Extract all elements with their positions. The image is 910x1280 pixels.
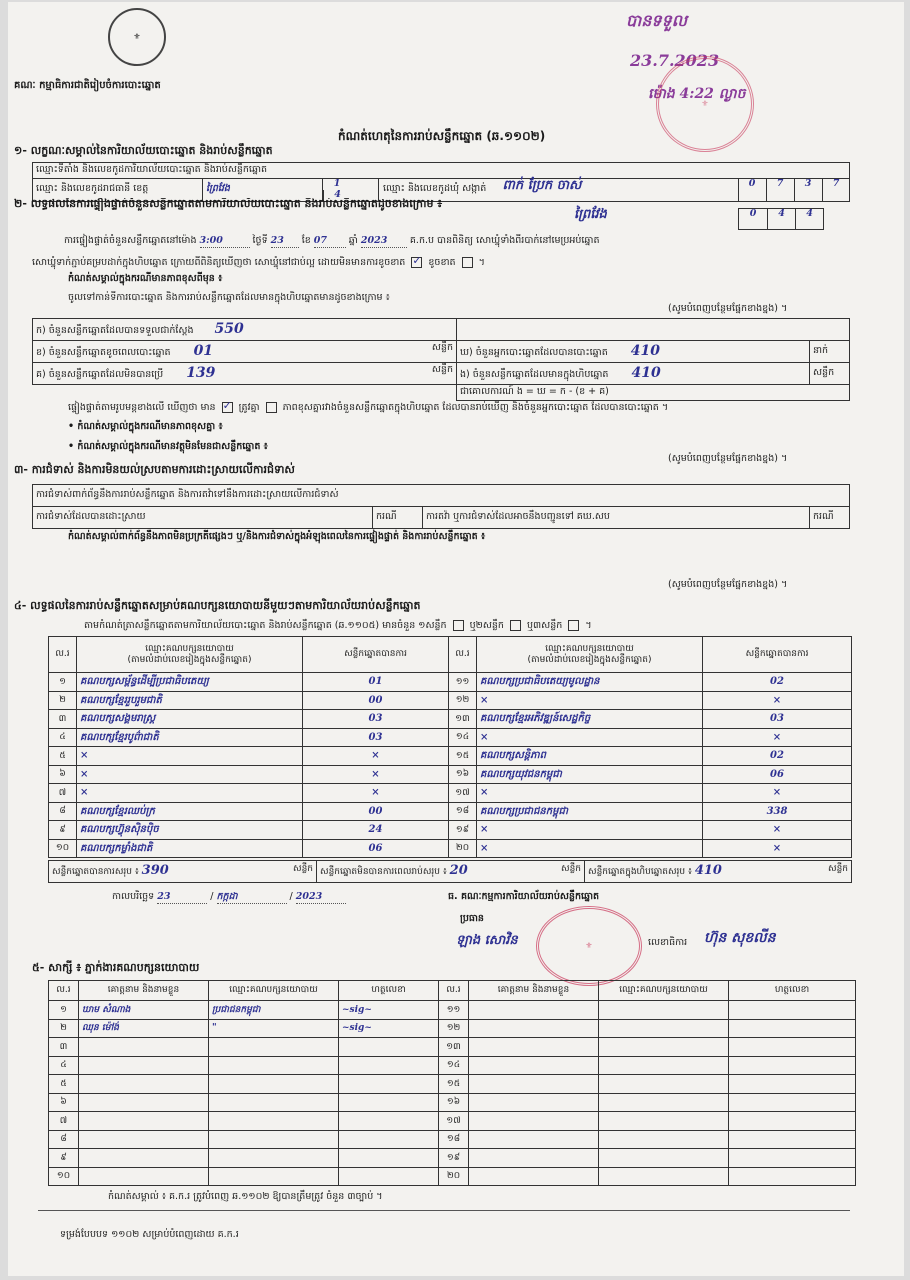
verify-year: 2023 xyxy=(361,236,407,248)
witness-no: ៧ xyxy=(49,1112,79,1131)
witness-signature xyxy=(729,1112,856,1131)
witness-no: ១៣ xyxy=(439,1038,469,1057)
party-votes: 03 xyxy=(703,710,852,729)
witness-signature xyxy=(729,1056,856,1075)
witness-party xyxy=(209,1112,339,1131)
form-title: កំណត់ហេតុនៃការរាប់សន្លឹកឆ្នោត (ឆ.១១០២) xyxy=(338,129,546,143)
witness-party xyxy=(599,1130,729,1149)
verify-month: 07 xyxy=(314,236,346,248)
party-no: ៣ xyxy=(49,710,77,729)
witness-row xyxy=(49,1019,856,1038)
witness-signature xyxy=(339,1167,439,1186)
witness-name xyxy=(79,1167,209,1186)
witness-party xyxy=(209,1130,339,1149)
fill-note-3: (សូមបំពេញបន្ថែមផ្នែកខាងខ្នង) ។ xyxy=(668,579,788,590)
party-no: ១៣ xyxy=(449,710,477,729)
witness-no: ៤ xyxy=(49,1056,79,1075)
witness-party xyxy=(599,1019,729,1038)
witness-party xyxy=(209,1167,339,1186)
witness-row xyxy=(49,1130,856,1149)
party-name: គណបក្សប្រជាធិបតេយ្យមូលដ្ឋាន xyxy=(477,673,703,692)
verify-time: 3:00 xyxy=(200,236,250,248)
total-invalid-cell: សន្លឹកឆ្នោតមិនបានការពេលរាប់សរុប ៖ 20 សន្លឹក xyxy=(317,861,585,883)
count-table: ក) ចំនួនសន្លឹកឆ្នោតដែលបានទទួលជាក់ស្តែង 550 ខ) ចំនួនសន្លឹកឆ្នោតខូចពេលបោះឆ្នោត 01 សន្លឹក ឃ) ចំនួនអ្នកបោះឆ្នោតដែលបានបោះឆ្នោត 410 នាក់ គ) ចំនួនសន្លឹកឆ្នោតដែលមិនបានប្រើ 139 សន្លឹក ង) ចំនួនសន្លឹកឆ្នោតដែលមានក្នុងហិបឆ្នោត 410 សន្លឹក ជាគោលការណ៍ ង = ឃ = ក - (ខ + គ) xyxy=(32,318,850,401)
witness-party xyxy=(599,1038,729,1057)
witness-no: ៣ xyxy=(49,1038,79,1057)
witness-no: ២០ xyxy=(439,1167,469,1186)
mismatch-checkbox[interactable] xyxy=(266,402,277,413)
party-votes: 06 xyxy=(303,839,449,858)
witness-name xyxy=(79,1038,209,1057)
witness-no: ១៩ xyxy=(439,1149,469,1168)
witness-signature xyxy=(729,1075,856,1094)
party-name: គណបក្សខ្មែរឈប់ក្រ xyxy=(77,802,303,821)
unused-count: 139 xyxy=(186,365,216,382)
witness-party xyxy=(599,1056,729,1075)
party-no: ១៩ xyxy=(449,821,477,840)
count-intro: ចូលទៅកាន់ទីការបោះឆ្នោត និងការរាប់សន្លឹកឆ្នោតដែលមានក្នុងហិបឆ្នោតមានដូចខាងក្រោម ៖ xyxy=(68,292,390,303)
witness-signature xyxy=(339,1038,439,1057)
commune-label: ឈ្មោះ និងលេខកូដឃុំ សង្កាត់ xyxy=(383,183,487,195)
witness-name xyxy=(469,1093,599,1112)
party-name: × xyxy=(77,765,303,784)
section1-title: ១- លក្ខណៈសម្គាល់នៃការិយាល័យបោះឆ្នោត និងរាប់សន្លឹកឆ្នោត xyxy=(14,144,273,157)
section2-title: ២- លទ្ធផលនៃការផ្ទៀងផ្ទាត់ចំនួនសន្លឹកឆ្នោតតាមការិយាល័យបោះឆ្នោត និងរាប់សន្លឹកឆ្នោតដូចខាងក្រោម ៖ xyxy=(14,198,443,210)
party-name: × xyxy=(477,821,703,840)
row-voters: ឃ) ចំនួនអ្នកបោះឆ្នោតដែលបានបោះឆ្នោត 410 xyxy=(457,341,810,363)
witness-party: " xyxy=(209,1019,339,1038)
row-in-box: ង) ចំនួនសន្លឹកឆ្នោតដែលមានក្នុងហិបឆ្នោត 410 xyxy=(457,363,810,385)
witness-name xyxy=(79,1075,209,1094)
row-spoiled: ខ) ចំនួនសន្លឹកឆ្នោតខូចពេលបោះឆ្នោត 01 សន្លឹក xyxy=(33,341,457,363)
witness-name xyxy=(79,1112,209,1131)
witness-name xyxy=(469,1056,599,1075)
party-row xyxy=(49,673,852,692)
witness-signature xyxy=(339,1075,439,1094)
party-votes: × xyxy=(703,691,852,710)
witness-signature xyxy=(729,1130,856,1149)
party-no: ៨ xyxy=(49,802,77,821)
witness-name xyxy=(469,1112,599,1131)
witness-no: ១៤ xyxy=(439,1056,469,1075)
party-votes: 01 xyxy=(303,673,449,692)
witness-no: ១៦ xyxy=(439,1093,469,1112)
witness-party xyxy=(599,1093,729,1112)
witness-signature xyxy=(729,1167,856,1186)
witness-signature xyxy=(729,1038,856,1057)
party-row xyxy=(49,710,852,729)
location-table xyxy=(32,162,850,202)
witness-signature xyxy=(339,1056,439,1075)
signoff-label: ធ. គណៈកម្មការការិយាល័យរាប់សន្លឹកឆ្នោត xyxy=(448,891,600,902)
party-name: គណបក្សខ្មែររួបរួមជាតិ xyxy=(77,691,303,710)
section4-sub: តាមកំណត់ត្រាសន្លឹកឆ្នោតតាមការិយាល័យបោះឆ្នោត និងរាប់សន្លឹកឆ្នោត (ឆ.១១០៥) មានចំនួន ១សន្លឹក ឬ២សន្លឹក ឬ៣សន្លឹក ។ xyxy=(84,620,592,631)
witness-signature xyxy=(339,1093,439,1112)
witness-name xyxy=(469,1019,599,1038)
witness-name xyxy=(79,1130,209,1149)
total-valid-cell: សន្លឹកឆ្នោតបានការសរុប ៖ 390 សន្លឹក xyxy=(49,861,317,883)
witness-no: ១០ xyxy=(49,1167,79,1186)
section4-title: ៤- លទ្ធផលនៃការរាប់សន្លឹកឆ្នោតសម្រាប់គណបក្សនយោបាយនីមួយៗតាមការិយាល័យរាប់សន្លឹកឆ្នោត xyxy=(14,599,421,612)
verification-line: ការផ្ទៀងផ្ទាត់ចំនួនសន្លឹកឆ្នោតនៅម៉ោង 3:00 ថ្ងៃទី 23 ខែ 07 ឆ្នាំ 2023 គ.ក.ប បានពិនិត្យ សោឃ្នុំទាំងពីរបាក់នៅមេប្រអប់ឆ្នោត xyxy=(64,235,600,246)
form-page xyxy=(8,2,904,1276)
party-no: ១២ xyxy=(449,691,477,710)
witness-party xyxy=(599,1167,729,1186)
party-name: គណបក្សយុវជនកម្ពុជា xyxy=(477,765,703,784)
party-no: ១១ xyxy=(449,673,477,692)
witness-signature xyxy=(729,1019,856,1038)
witness-row xyxy=(49,1001,856,1020)
witness-party xyxy=(209,1075,339,1094)
witness-signature xyxy=(339,1130,439,1149)
party-name: × xyxy=(77,784,303,803)
check-line: ផ្ទៀងផ្ទាត់តាមរូបមន្តខាងលើ ឃើញថា មាន ✓ ត្រូវគ្នា ភាពខុសគ្នារវាងចំនួនសន្លឹកឆ្នោតក្នុងហិបឆ្នោត ដែលបានរាប់ឃើញ និងចំនួនអ្នកបោះឆ្នោត ដែលបានបោះឆ្នោត ។ xyxy=(68,402,668,414)
witness-name xyxy=(469,1001,599,1020)
chair-label: ប្រធាន xyxy=(460,913,484,924)
witness-no: ១៧ xyxy=(439,1112,469,1131)
witness-party xyxy=(599,1075,729,1094)
witness-name xyxy=(469,1130,599,1149)
party-no: ៤ xyxy=(49,728,77,747)
section3-title: ៣- ការជំទាស់ និងការមិនយល់ស្របតាមការដោះស្រាយលើការជំទាស់ xyxy=(14,463,295,476)
party-row xyxy=(49,802,852,821)
form-footer: ទម្រង់បែបបទ ១១០២ សម្រាប់បំពេញដោយ គ.ក.រ xyxy=(60,1229,239,1240)
total-box: 410 xyxy=(694,863,722,879)
party-votes: 06 xyxy=(703,765,852,784)
witness-party: ប្រជាជនកម្ពុជា xyxy=(209,1001,339,1020)
row1-label: ឈ្មោះទីតាំង និងលេខកូដការិយាល័យបោះឆ្នោត និងរាប់សន្លឹកឆ្នោត xyxy=(33,163,850,179)
witness-party xyxy=(209,1038,339,1057)
signoff-date: កាលបរិច្ឆេទ 23 / កក្កដា / 2023 xyxy=(112,892,346,904)
party-no: ១០ xyxy=(49,839,77,858)
witness-signature: ~sig~ xyxy=(339,1001,439,1020)
party-name: × xyxy=(477,784,703,803)
party-row xyxy=(49,784,852,803)
witness-party xyxy=(209,1149,339,1168)
seal-damaged-checkbox[interactable] xyxy=(462,257,473,268)
party-no: ២ xyxy=(49,691,77,710)
witness-no: ៥ xyxy=(49,1075,79,1094)
party-votes: × xyxy=(303,784,449,803)
witness-signature xyxy=(339,1112,439,1131)
chair-name: ឡាង សោវិន xyxy=(456,933,518,948)
received-time: ម៉ោង 4:22 ល្ងាច xyxy=(648,86,746,102)
party-votes: × xyxy=(703,821,852,840)
diff-note-label: កំណត់សម្គាល់ក្នុងករណីមានភាពខុសពីមុន ៖ xyxy=(68,273,223,284)
party-no: ១៧ xyxy=(449,784,477,803)
party-name: គណបក្សខ្មែរបូព៌ាជាតិ xyxy=(77,728,303,747)
witness-name: ឃាម សំណាង xyxy=(79,1001,209,1020)
province-code: 14 xyxy=(323,179,379,202)
witness-table: ល.រ គោត្តនាម និងនាមខ្លួន ឈ្មោះគណបក្សនយោបាយ ហត្ថលេខា ល.រ គោត្តនាម និងនាមខ្លួន ឈ្មោះគណបក្សនយោបាយ ហត្ថលេខា ១ ឃាម សំណាង ប្រជាជនកម្ពុជា ~sig~ ១១ ២ ឈុន ម៉ៅង់ " ~sig~ ១២ ៣ ១៣ ៤ ១៤ ៥ ១៥ ៦ ១៦ ៧ ១៧ ៨ ១៨ ៩ ១៩ ១០ ២០ xyxy=(48,980,856,1186)
party-votes: × xyxy=(703,784,852,803)
resolved-label: ការជំទាស់ដែលបានដោះស្រាយ xyxy=(33,507,373,529)
total-invalid: 20 xyxy=(449,863,468,879)
party-votes: 02 xyxy=(703,747,852,766)
witness-row xyxy=(49,1112,856,1131)
party-name: × xyxy=(477,728,703,747)
party-votes: × xyxy=(703,839,852,858)
received-count: 550 xyxy=(214,321,244,338)
spoiled-count: 01 xyxy=(193,343,214,360)
official-stamp: ⚜ xyxy=(536,906,642,986)
province-name: ព្រៃវែង xyxy=(203,179,323,202)
verify-day: 23 xyxy=(271,236,299,248)
party-votes: 03 xyxy=(303,710,449,729)
three-sheet-checkbox[interactable] xyxy=(568,620,579,631)
witness-party xyxy=(599,1112,729,1131)
total-box-cell: សន្លឹកឆ្នោតក្នុងហិបឆ្នោតសរុប ៖ 410 សន្លឹក xyxy=(585,861,852,883)
seal-line: សោឃ្នុំទាក់ភ្ជាប់គម្របដាក់ក្នុងហិបឆ្នោត ក្រោយពីពិនិត្យឃើញថា សោឃ្នុំនៅជាប់ល្អ ដោយមិនមានការខូចខាត ✓ ខូចខាត ។ xyxy=(32,257,485,269)
witness-signature xyxy=(729,1093,856,1112)
witness-name xyxy=(469,1149,599,1168)
party-no: ៧ xyxy=(49,784,77,803)
witness-party xyxy=(209,1093,339,1112)
objection-note: កំណត់សម្គាល់ពាក់ព័ន្ធនឹងភាពមិនប្រក្រតីផ្សេងៗ ឬ/និងការជំទាស់ក្នុងអំឡុងពេលនៃការផ្ទៀងផ្ទាត់ និងការរាប់សន្លឹកឆ្នោត ៖ xyxy=(68,531,486,542)
witness-no: ៦ xyxy=(49,1093,79,1112)
party-no: ៥ xyxy=(49,747,77,766)
witness-name xyxy=(79,1056,209,1075)
witness-name xyxy=(469,1167,599,1186)
fill-note-2: (សូមបំពេញបន្ថែមផ្នែកខាងខ្នង) ។ xyxy=(668,453,788,464)
party-name: × xyxy=(477,839,703,858)
seal-ok-checkbox[interactable] xyxy=(411,257,422,268)
witness-no: ១២ xyxy=(439,1019,469,1038)
party-name: × xyxy=(77,747,303,766)
witness-no: ៩ xyxy=(49,1149,79,1168)
appeal-label: ការតវ៉ា ឬការជំទាស់ដែលអាចនឹងបញ្ជូនទៅ គឃ.សប xyxy=(423,507,810,529)
witness-signature: ~sig~ xyxy=(339,1019,439,1038)
witness-name xyxy=(79,1093,209,1112)
party-row xyxy=(49,691,852,710)
station-digits: 0 7 3 7 xyxy=(738,179,850,201)
row-unused: គ) ចំនួនសន្លឹកឆ្នោតដែលមិនបានប្រើ 139 សន្លឹក xyxy=(33,363,457,385)
party-no: ៦ xyxy=(49,765,77,784)
party-name: × xyxy=(477,691,703,710)
row-received: ក) ចំនួនសន្លឹកឆ្នោតដែលបានទទួលជាក់ស្តែង 550 xyxy=(33,319,457,341)
totals-table xyxy=(48,860,852,883)
one-sheet-checkbox[interactable] xyxy=(453,620,464,631)
party-votes: 03 xyxy=(303,728,449,747)
party-name: គណបក្សខ្មែរអភិវឌ្ឍន៍សេដ្ឋកិច្ច xyxy=(477,710,703,729)
objection-table: ការជំទាស់ពាក់ព័ន្ធនឹងការរាប់សន្លឹកឆ្នោត និងការតវ៉ាទៅនឹងការដោះស្រាយលើការជំទាស់ ការជំទាស់ដែលបានដោះស្រាយ ករណី ការតវ៉ា ឬការជំទាស់ដែលអាចនឹងបញ្ជូនទៅ គឃ.សប ករណី xyxy=(32,484,850,529)
party-name: គណបក្សកម្លាំងជាតិ xyxy=(77,839,303,858)
witness-no: ១៨ xyxy=(439,1130,469,1149)
party-row xyxy=(49,765,852,784)
party-votes: × xyxy=(303,747,449,766)
party-votes: × xyxy=(703,728,852,747)
witness-row xyxy=(49,1093,856,1112)
commune-digits: 0 4 4 xyxy=(738,208,824,230)
party-row xyxy=(49,747,852,766)
party-no: ១៦ xyxy=(449,765,477,784)
station-name: ពាក់ ប្រែក ចាស់ xyxy=(502,177,582,193)
witness-signature xyxy=(729,1149,856,1168)
witness-no: ១ xyxy=(49,1001,79,1020)
witness-signature xyxy=(729,1001,856,1020)
party-name: គណបក្សប្រជាជនកម្ពុជា xyxy=(477,802,703,821)
secretary-name: ហ៊ុន សុខលីន xyxy=(704,930,776,946)
committee-name: គណៈ កម្មាធិការជាតិរៀបចំការបោះឆ្នោត xyxy=(14,80,161,91)
witness-row xyxy=(49,1149,856,1168)
witness-party xyxy=(599,1149,729,1168)
party-no: ២០ xyxy=(449,839,477,858)
nec-emblem: ⚜ xyxy=(108,8,166,66)
in-box-count: 410 xyxy=(631,365,661,382)
two-sheet-checkbox[interactable] xyxy=(510,620,521,631)
fill-note-1: (សូមបំពេញបន្ថែមផ្នែកខាងខ្នង) ។ xyxy=(668,303,788,314)
witness-name: ឈុន ម៉ៅង់ xyxy=(79,1019,209,1038)
party-no: ១៥ xyxy=(449,747,477,766)
party-votes: 00 xyxy=(303,691,449,710)
witness-party xyxy=(599,1001,729,1020)
witness-row xyxy=(49,1075,856,1094)
party-votes: 02 xyxy=(703,673,852,692)
section5-title: ៥- សាក្សី ៖ ភ្នាក់ងារគណបក្សនយោបាយ xyxy=(32,961,200,974)
witness-name xyxy=(469,1038,599,1057)
witness-no: ១១ xyxy=(439,1001,469,1020)
party-name: គណបក្សសម្ព័ន្ធដើម្បីប្រជាធិបតេយ្យ xyxy=(77,673,303,692)
witness-no: ២ xyxy=(49,1019,79,1038)
note-object: • កំណត់សម្គាល់ក្នុងករណីមានវត្ថុមិនមែនជាសន្លឹកឆ្នោត ៖ xyxy=(68,441,268,452)
voters-count: 410 xyxy=(630,343,661,360)
party-no: ១៨ xyxy=(449,802,477,821)
party-votes: 00 xyxy=(303,802,449,821)
formula: ជាគោលការណ៍ ង = ឃ = ក - (ខ + គ) xyxy=(457,385,850,401)
witness-no: ១៥ xyxy=(439,1075,469,1094)
party-name: គណបក្សហ៊្វុនស៊ិនប៉ិច xyxy=(77,821,303,840)
received-stamp: ⚜ xyxy=(656,56,754,152)
witness-row xyxy=(49,1167,856,1186)
received-date: 23.7.2023 xyxy=(630,51,720,70)
witness-row xyxy=(49,1056,856,1075)
witness-name xyxy=(469,1075,599,1094)
objection-row1: ការជំទាស់ពាក់ព័ន្ធនឹងការរាប់សន្លឹកឆ្នោត និងការតវ៉ាទៅនឹងការដោះស្រាយលើការជំទាស់ xyxy=(33,485,850,507)
received-label: បានទទួល xyxy=(626,11,687,30)
party-votes: × xyxy=(303,765,449,784)
party-results-table: ល.រ ឈ្មោះគណបក្សនយោបាយ (តាមលំដាប់លេខរៀងក្នុងសន្លឹកឆ្នោត) សន្លឹកឆ្នោតបានការ ល.រ ឈ្មោះគណបក្សនយោបាយ (តាមលំដាប់លេខរៀងក្នុងសន្លឹកឆ្នោត) សន្លឹកឆ្នោតបានការ ១ គណបក្សសម្ព័ន្ធដើម្បីប្រជាធិបតេយ្យ 01 ១១ គណបក្សប្រជាធិបតេយ្យមូលដ្ឋាន 02 ២ គណបក្សខ្មែររួបរួមជាតិ 00 ១២ × × ៣ គណបក្សសង្គមរាស្ត្រ 03 ១៣ គណបក្សខ្មែរអភិវឌ្ឍន៍សេដ្ឋកិច្ច 03 ៤ គណបក្សខ្មែរបូព៌ាជាតិ 03 ១៤ × × ៥ × × ១៥ គណបក្សសន្តិភាព 02 ៦ × × ១៦ គណបក្សយុវជនកម្ពុជា 06 ៧ × × ១៧ × × ៨ គណបក្សខ្មែរឈប់ក្រ 00 ១៨ គណបក្សប្រជាជនកម្ពុជា 338 ៩ គណបក្សហ៊្វុនស៊ិនប៉ិច 24 ១៩ × × ១០ គណបក្សកម្លាំងជាតិ 06 ២០ × × xyxy=(48,636,852,858)
commune-name: ព្រៃវែង xyxy=(574,207,607,222)
witness-party xyxy=(209,1056,339,1075)
party-name: គណបក្សសន្តិភាព xyxy=(477,747,703,766)
party-no: ៩ xyxy=(49,821,77,840)
party-votes: 24 xyxy=(303,821,449,840)
party-votes: 338 xyxy=(703,802,852,821)
party-name: គណបក្សសង្គមរាស្ត្រ xyxy=(77,710,303,729)
note-diff: • កំណត់សម្គាល់ក្នុងករណីមានភាពខុសគ្នា ៖ xyxy=(68,421,223,432)
witness-no: ៨ xyxy=(49,1130,79,1149)
witness-name xyxy=(79,1149,209,1168)
province-label: ឈ្មោះ និងលេខកូដរាជធានី ខេត្ត xyxy=(33,179,203,202)
secretary-label: លេខាធិការ xyxy=(648,937,688,948)
party-no: ១ xyxy=(49,673,77,692)
party-row xyxy=(49,821,852,840)
party-row xyxy=(49,728,852,747)
total-valid: 390 xyxy=(141,863,169,879)
match-checkbox[interactable] xyxy=(222,402,233,413)
witness-signature xyxy=(339,1149,439,1168)
party-row xyxy=(49,839,852,858)
witness-row xyxy=(49,1038,856,1057)
footnote: កំណត់សម្គាល់ ៖ គ.ក.រ ត្រូវបំពេញ ឆ.១១០២ ឱ្យបានត្រឹមត្រូវ ចំនួន ៣ច្បាប់ ។ xyxy=(108,1191,383,1202)
party-no: ១៤ xyxy=(449,728,477,747)
